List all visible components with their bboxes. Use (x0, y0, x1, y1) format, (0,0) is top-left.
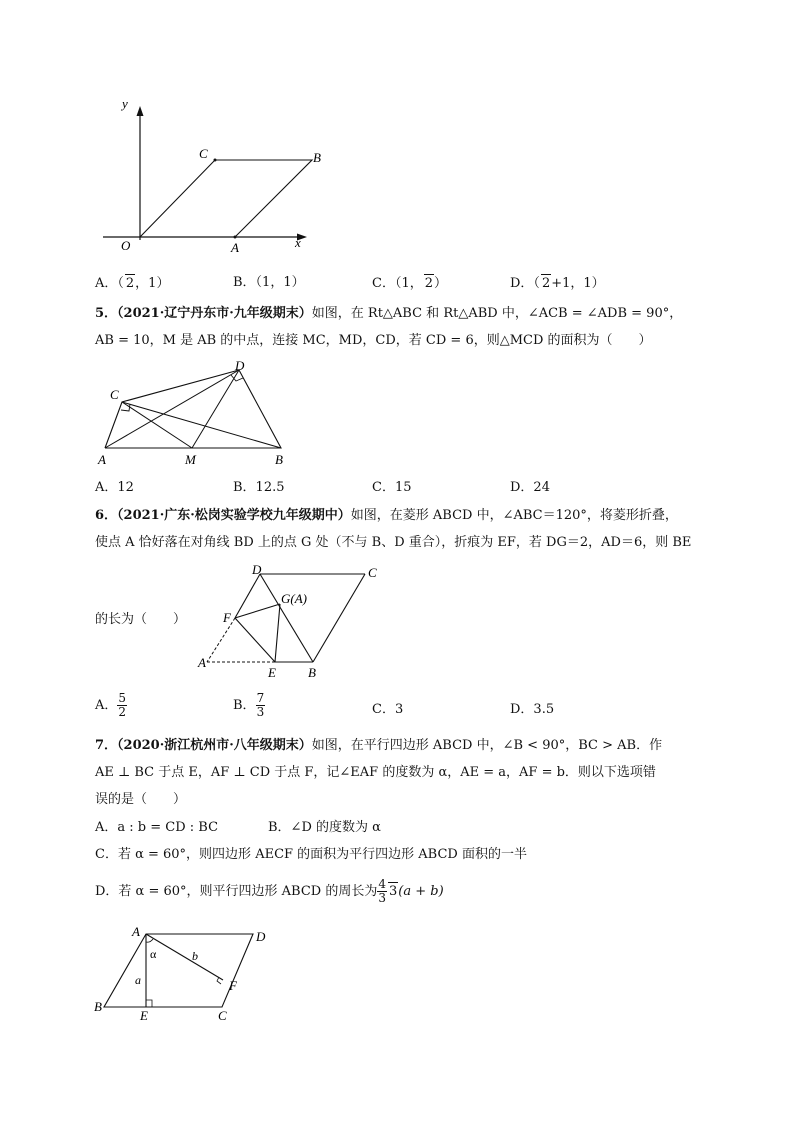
q6-option-a-fraction: $\frac{5}{2}$ (118, 691, 127, 719)
q6-option-a[interactable]: A． $\frac{5}{2}$ (95, 691, 127, 719)
q7-figure (92, 922, 274, 1022)
q6-label-c: C (368, 565, 377, 580)
q6-stem-line1: 6．（2021·广东·松岗实验学校九年级期中）如图，在菱形 ABCD 中，∠ABC＝120°，将菱形折叠， (95, 508, 678, 523)
q6-label-e: E (268, 665, 276, 680)
q7-label-c: C (218, 1008, 227, 1023)
q5-option-b[interactable]: B．12.5 (233, 480, 285, 495)
q6-number: 6． (95, 508, 118, 523)
q6-label-g: G(A) (281, 591, 307, 606)
q6-figure (195, 560, 385, 682)
q5-label-c: C (110, 387, 119, 402)
q5-label-b: B (275, 452, 283, 467)
q5-label-m: M (185, 452, 196, 467)
q6-stem-line3: 的长为（ ） (95, 612, 187, 627)
q7-source: （2020·浙江杭州市·八年级期末） (117, 738, 312, 753)
q4-label-a: A (231, 240, 239, 255)
q5-stem-line1: 5．（2021·辽宁丹东市·九年级期末）如图，在 Rt△ABC 和 Rt△ABD 中，∠ACB = ∠ADB = 90°， (95, 306, 683, 321)
q4-label-b: B (313, 150, 321, 165)
q5-label-d: D (235, 358, 245, 373)
q4-label-x: x (295, 235, 301, 250)
q4-option-c[interactable]: C．（1， 2） (372, 276, 448, 291)
q7-option-c[interactable]: C．若 α = 60°，则四边形 AECF 的面积为平行四边形 ABCD 面积的一半 (95, 847, 527, 862)
q7-label-b-side: b (192, 949, 198, 963)
q7-stem-line1: 7．（2020·浙江杭州市·八年级期末）如图，在平行四边形 ABCD 中，∠B < 90°，BC > AB．作 (95, 738, 663, 753)
q5-source: （2021·辽宁丹东市·九年级期末） (117, 306, 312, 321)
q6-label-b: B (308, 665, 316, 680)
q6-label-a: A (198, 655, 206, 670)
q6-option-b[interactable]: B． $\frac{7}{3}$ (233, 691, 265, 719)
q4-option-b[interactable]: B．（1，1） (233, 275, 305, 290)
q5-number: 5． (95, 306, 118, 321)
q7-option-b[interactable]: B．∠D 的度数为 α (268, 820, 381, 835)
q4-figure (95, 90, 321, 260)
q7-number: 7． (95, 738, 118, 753)
q7-label-e: E (140, 1008, 148, 1023)
q7-label-b: B (94, 999, 102, 1014)
q7-label-alpha: α (150, 947, 157, 961)
q7-label-a: A (132, 924, 140, 939)
q6-option-b-fraction: $\frac{7}{3}$ (256, 691, 265, 719)
q4-option-d[interactable]: D．（ 2+1，1） (510, 276, 605, 291)
q7-label-d: D (256, 929, 266, 944)
q6-label-d: D (252, 562, 262, 577)
q7-label-a-side: a (135, 973, 141, 987)
q5-stem-line2: AB = 10，M 是 AB 的中点，连接 MC，MD，CD，若 CD = 6，则△MCD 的面积为（ ） (95, 333, 652, 348)
q5-option-c[interactable]: C．15 (372, 480, 412, 495)
q7-stem-line3: 误的是（ ） (95, 792, 187, 807)
q4-option-a[interactable]: A．（ 2，1） (95, 276, 170, 291)
q7-stem-line2: AE ⊥ BC 于点 E，AF ⊥ CD 于点 F，记∠EAF 的度数为 α，AE = a，AF = b．则以下选项错 (95, 765, 656, 780)
q6-option-c[interactable]: C．3 (372, 702, 404, 717)
q4-label-y: y (122, 96, 128, 111)
q5-label-a: A (98, 452, 106, 467)
q7-option-a[interactable]: A．a : b = CD : BC (95, 820, 219, 835)
q6-source: （2021·广东·松岗实验学校九年级期中） (117, 508, 351, 523)
q6-stem-line2: 使点 A 恰好落在对角线 BD 上的点 G 处（不与 B、D 重合），折痕为 EF，若 DG＝2，AD＝6，则 BE (95, 535, 692, 550)
q5-option-a[interactable]: A．12 (95, 480, 134, 495)
q6-option-d[interactable]: D．3.5 (510, 702, 555, 717)
q5-option-d[interactable]: D．24 (510, 480, 550, 495)
q5-figure (95, 358, 305, 470)
q6-label-f: F (223, 610, 231, 625)
q7-option-d[interactable]: D．若 α = 60°，则平行四边形 ABCD 的周长为 $\frac{4}{3}$ 3(a + b) (95, 877, 444, 905)
q7-label-f: F (229, 978, 237, 993)
q7-option-d-root: 3 (389, 884, 398, 899)
q7-option-d-fraction: $\frac{4}{3}$ (378, 877, 386, 905)
q4-label-o: O (121, 238, 131, 253)
q4-label-c: C (199, 146, 208, 161)
